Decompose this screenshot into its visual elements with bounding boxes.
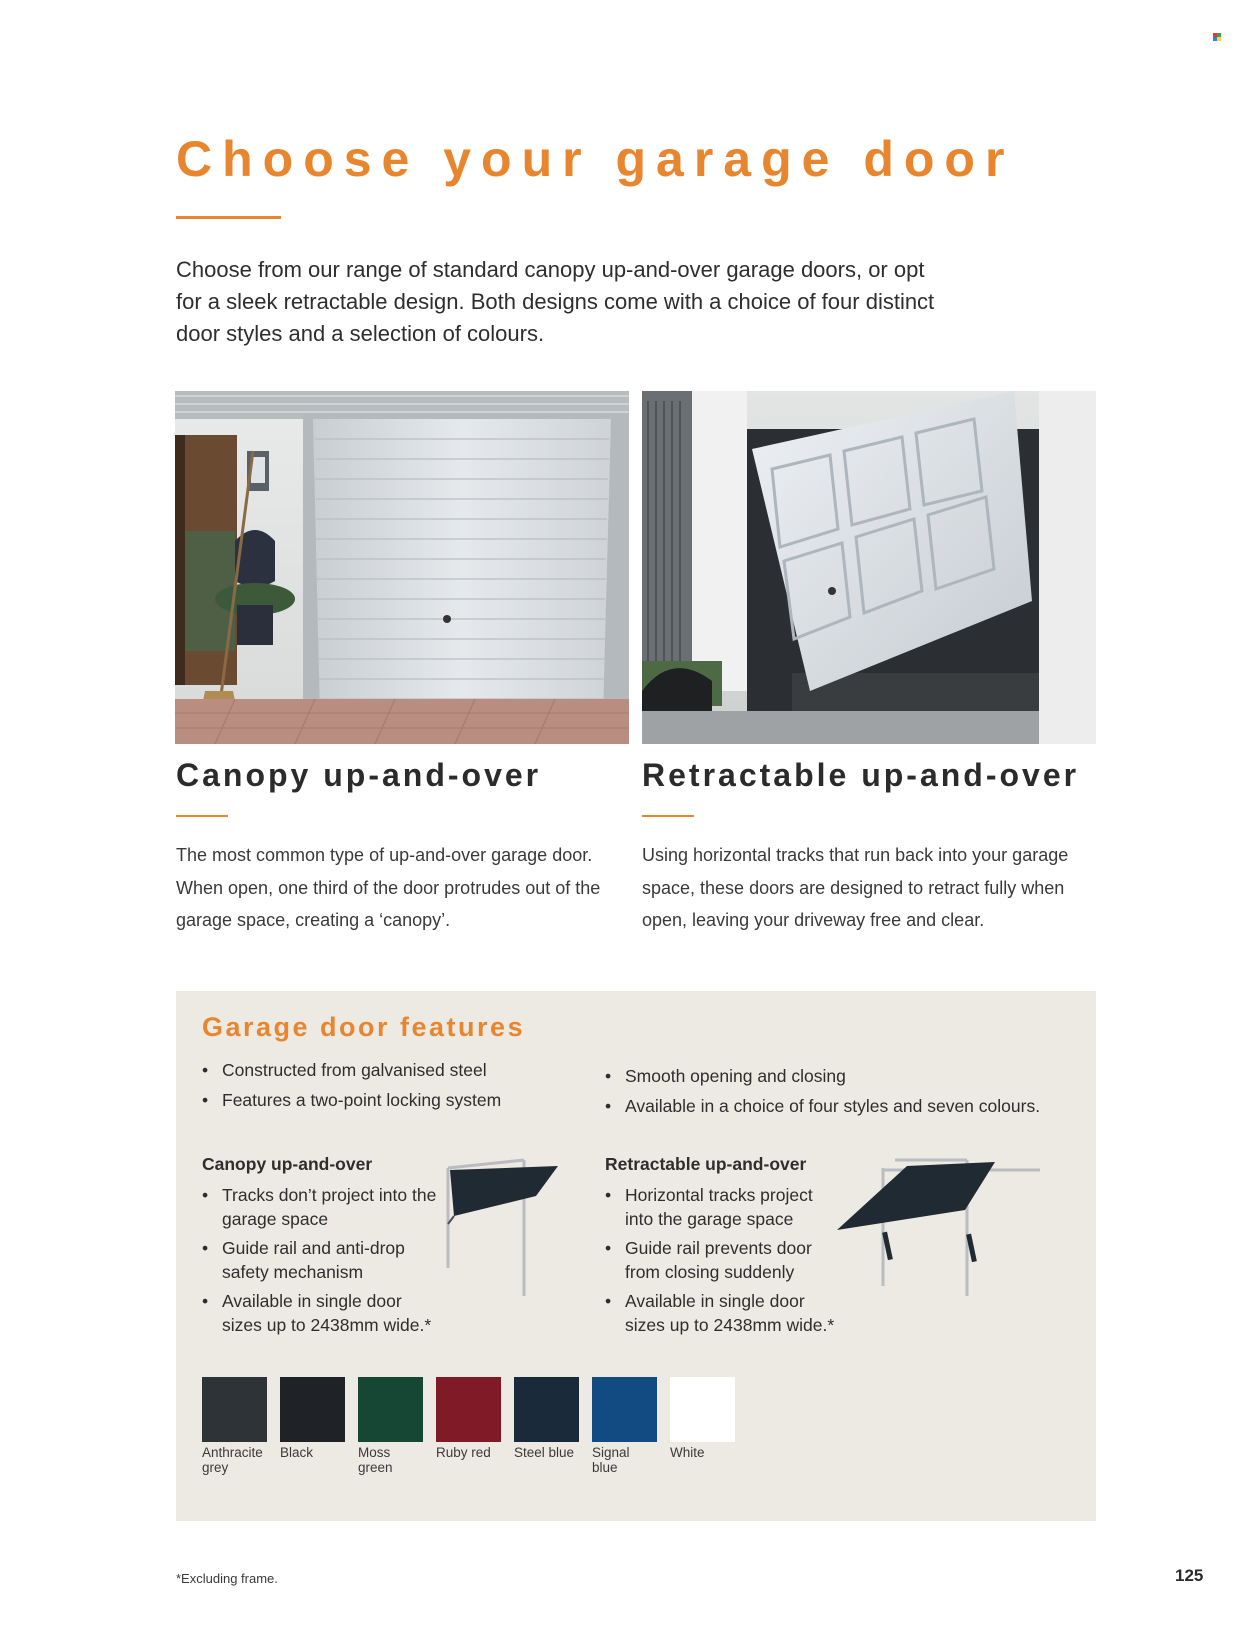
retractable-features-title: Retractable up-and-over: [605, 1154, 807, 1174]
list-item: • Tracks don’t project into the garage space: [202, 1183, 442, 1231]
retractable-mechanism-diagram: [835, 1150, 1045, 1300]
features-right-list: [605, 1061, 1085, 1121]
swatch-black: [280, 1377, 345, 1442]
list-item: • Smooth opening and closing: [605, 1061, 1085, 1091]
page-title: Choose your garage door: [176, 131, 1015, 187]
swatch-signal-blue: [592, 1377, 657, 1442]
retractable-heading: Retractable up-and-over: [642, 757, 1080, 793]
swatch-label: Anthracite grey: [202, 1445, 263, 1475]
canopy-description: The most common type of up-and-over garage door. When open, one third of the door protrudes out of the garage space, creating a ‘canopy’.: [176, 845, 601, 930]
list-item: • Guide rail prevents door from closing suddenly: [605, 1236, 845, 1284]
retractable-features-list: [605, 1183, 845, 1337]
swatch-label: Moss green: [358, 1445, 393, 1475]
swatch-ruby-red: [436, 1377, 501, 1442]
features-left-list: [202, 1055, 582, 1115]
features-title: Garage door features: [202, 1012, 526, 1042]
canopy-door-photo: [175, 391, 629, 744]
canopy-mechanism-diagram: [440, 1150, 570, 1300]
swatch-label: Ruby red: [436, 1445, 491, 1460]
list-item: • Features a two-point locking system: [202, 1085, 582, 1115]
swatch-label: Steel blue: [514, 1445, 575, 1460]
swatch-label: White: [670, 1445, 705, 1460]
canopy-features-title: Canopy up-and-over: [202, 1154, 373, 1174]
swatch-white: [670, 1377, 735, 1442]
retractable-rule: [642, 815, 694, 817]
swatch-label: Signal blue: [592, 1445, 630, 1475]
list-item: • Constructed from galvanised steel: [202, 1055, 582, 1085]
swatch-label: Black: [280, 1445, 314, 1460]
swatch-steel-blue: [514, 1377, 579, 1442]
corner-color-mark: [1213, 33, 1221, 41]
list-item: • Horizontal tracks project into the garage space: [605, 1183, 845, 1231]
canopy-rule: [176, 815, 228, 817]
canopy-heading: Canopy up-and-over: [176, 757, 542, 793]
retractable-door-photo: [642, 391, 1096, 744]
swatch-anthracite-grey: [202, 1377, 267, 1442]
list-item: • Available in single door sizes up to 2438mm wide.*: [605, 1289, 845, 1337]
list-item: • Available in a choice of four styles and seven colours.: [605, 1091, 1085, 1121]
list-item: • Guide rail and anti-drop safety mechanism: [202, 1236, 442, 1284]
title-rule: [176, 216, 281, 219]
retractable-description: Using horizontal tracks that run back into your garage space, these doors are designed to retract fully when open, leaving your driveway free and clear.: [642, 845, 1069, 930]
intro-paragraph: Choose from our range of standard canopy up-and-over garage doors, or opt for a sleek retractable design. Both designs come with a choice of four distinct door styles and a selection of colours.: [176, 257, 935, 346]
canopy-features-list: [202, 1183, 442, 1337]
swatch-moss-green: [358, 1377, 423, 1442]
page-number: 125: [1175, 1566, 1204, 1585]
footnote: *Excluding frame.: [176, 1571, 278, 1586]
list-item: • Available in single door sizes up to 2438mm wide.*: [202, 1289, 442, 1337]
